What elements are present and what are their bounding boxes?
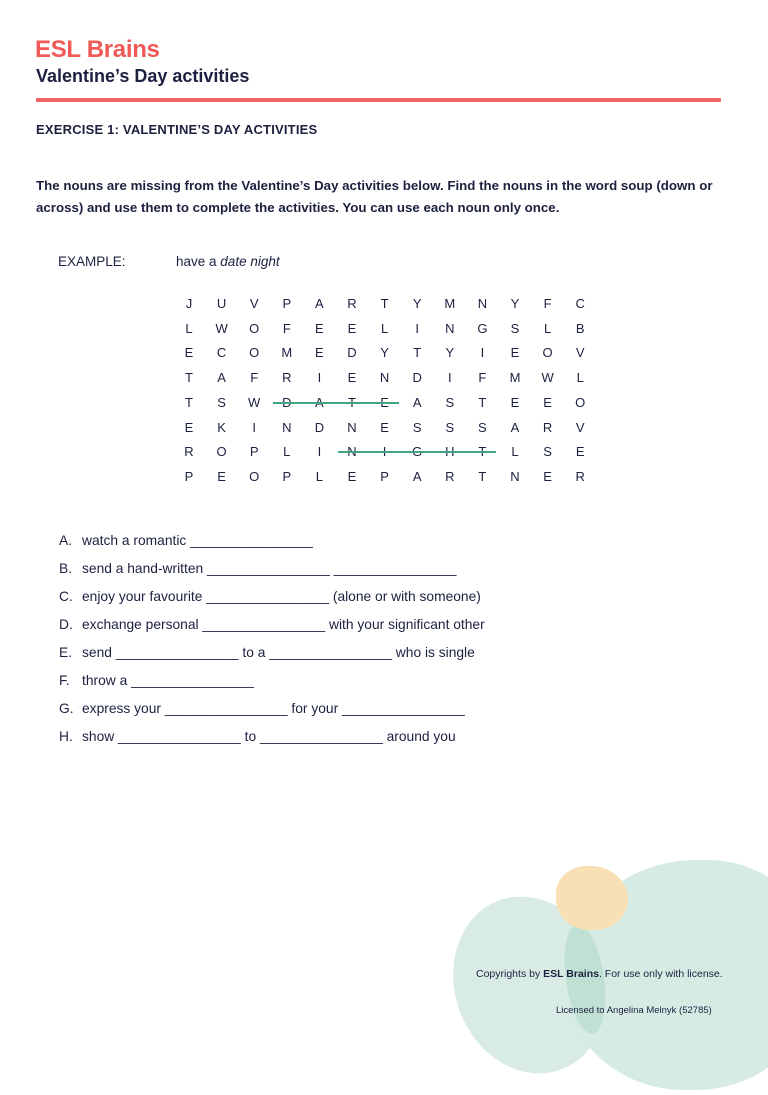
word-soup-letter: D xyxy=(314,419,325,435)
word-soup-letter: N xyxy=(379,370,390,386)
activity-item xyxy=(59,533,485,561)
word-soup-letter: P xyxy=(249,444,259,460)
found-word-strike xyxy=(338,451,496,453)
word-soup-letter: T xyxy=(478,394,487,410)
word-soup-letter: U xyxy=(216,296,227,311)
word-soup-letter: L xyxy=(380,320,389,336)
word-soup-letter: N xyxy=(282,419,292,435)
activity-letter: F. xyxy=(59,673,70,688)
example-answer: date night xyxy=(220,254,280,269)
word-soup-letter: E xyxy=(510,345,520,361)
activity-item xyxy=(59,645,485,673)
word-soup-letter: P xyxy=(282,468,292,484)
word-soup-letter: T xyxy=(185,370,193,386)
word-soup-letter: P xyxy=(282,296,292,311)
word-soup-letter: T xyxy=(413,345,422,361)
word-soup-letter: J xyxy=(185,296,193,311)
word-soup-letter: E xyxy=(347,468,357,484)
activity-text: show ________________ to ________________ around you xyxy=(82,729,456,744)
word-soup-letter: R xyxy=(347,296,357,311)
activity-text: throw a ________________ xyxy=(82,673,254,688)
activity-letter: B. xyxy=(59,561,73,576)
word-soup-letter: R xyxy=(445,468,455,484)
activities-list xyxy=(59,533,485,757)
word-soup-letter: A xyxy=(315,296,324,311)
activity-item xyxy=(59,561,485,589)
exercise-title: EXERCISE 1: VALENTINE’S DAY ACTIVITIES xyxy=(36,122,318,137)
activity-text: send ________________ to a ________________ who is single xyxy=(82,645,475,660)
word-soup-letter: O xyxy=(216,444,227,460)
word-soup-letter: T xyxy=(185,394,193,410)
word-soup-letter: F xyxy=(478,370,487,386)
word-soup-letter: S xyxy=(478,419,487,435)
activity-item xyxy=(59,589,485,617)
word-soup-letter: S xyxy=(510,320,520,336)
word-soup-letter: A xyxy=(412,468,422,484)
word-soup-letter: A xyxy=(510,419,520,435)
word-soup-letter: E xyxy=(347,320,357,336)
word-soup-letter: L xyxy=(511,444,519,460)
exercise-instructions: The nouns are missing from the Valentine’s Day activities below. Find the nouns in the word soup (down or across) and use them to complete the activities. You can use each noun only once. xyxy=(36,178,713,215)
header-divider xyxy=(36,98,721,102)
word-soup-letter: V xyxy=(575,419,585,435)
word-soup-letter: I xyxy=(317,370,322,386)
word-soup-letter: E xyxy=(217,468,226,484)
word-soup-letter: C xyxy=(216,345,227,361)
word-soup-letter: L xyxy=(185,320,193,336)
word-soup-letter: R xyxy=(184,444,194,460)
word-soup-letter: O xyxy=(249,468,260,484)
word-soup-letter: N xyxy=(477,296,488,311)
activity-text: exchange personal ________________ with your significant other xyxy=(82,617,485,632)
word-soup-letter: E xyxy=(510,394,520,410)
word-soup-letter: N xyxy=(445,320,455,336)
copyright-brand: ESL Brains xyxy=(543,968,599,980)
word-soup-letter: L xyxy=(315,468,323,484)
word-soup-letter: Y xyxy=(380,345,389,361)
word-soup-letter: E xyxy=(380,419,389,435)
word-soup-letter: E xyxy=(184,345,194,361)
word-soup-letter: S xyxy=(543,444,552,460)
word-soup-letter: E xyxy=(347,370,357,386)
word-soup-letter: D xyxy=(412,370,422,386)
example-prefix: have a xyxy=(176,254,221,269)
word-soup-letter: K xyxy=(217,419,226,435)
activity-item xyxy=(59,729,485,757)
word-soup-letter: M xyxy=(444,296,456,311)
word-soup-letter: E xyxy=(575,444,585,460)
word-soup-letter: O xyxy=(249,345,260,361)
activity-text: enjoy your favourite ________________ (alone or with someone) xyxy=(82,589,481,604)
word-soup-letter: I xyxy=(480,345,485,361)
activity-letter: D. xyxy=(59,617,73,632)
word-soup-letter: W xyxy=(541,370,554,386)
activity-item xyxy=(59,701,485,729)
word-soup-letter: P xyxy=(380,468,389,484)
activity-letter: G. xyxy=(59,701,74,716)
document-title: Valentine’s Day activities xyxy=(36,66,250,86)
activity-item xyxy=(59,673,485,701)
word-soup-letter: I xyxy=(252,419,256,435)
word-soup-letter: E xyxy=(315,345,324,361)
word-soup-letter: Y xyxy=(412,296,422,311)
word-soup-letter: A xyxy=(412,394,422,410)
word-soup-letter: L xyxy=(576,370,584,386)
word-soup-letter: I xyxy=(415,320,419,336)
word-soup-letter: D xyxy=(347,345,357,361)
activity-letter: A. xyxy=(59,533,73,548)
word-soup-letter: N xyxy=(510,468,520,484)
word-soup-letter: A xyxy=(217,370,226,386)
decorative-blob-orange xyxy=(556,866,628,930)
activity-text: express your ________________ for your ________________ xyxy=(82,701,465,716)
copyright-notice: Copyrights by ESL Brains. For use only with license. xyxy=(476,968,723,980)
activity-item xyxy=(59,617,485,645)
word-soup-letter: P xyxy=(184,468,194,484)
word-soup-letter: V xyxy=(249,296,259,311)
word-soup-letter: W xyxy=(248,394,261,410)
word-soup-letter: S xyxy=(217,394,226,410)
word-soup-letter: E xyxy=(543,394,552,410)
word-soup-letter: M xyxy=(281,345,293,361)
word-soup-letter: F xyxy=(250,370,259,386)
found-word-strike xyxy=(273,402,399,404)
word-soup-letter: Y xyxy=(445,345,455,361)
word-soup-letter: S xyxy=(412,419,422,435)
word-soup-letter: M xyxy=(509,370,521,386)
word-soup-letter: O xyxy=(249,320,260,336)
word-soup-letter: E xyxy=(315,320,324,336)
activity-text: watch a romantic ________________ xyxy=(82,533,313,548)
word-soup-letter: L xyxy=(283,444,291,460)
word-soup-letter: G xyxy=(477,320,488,336)
word-soup-letter: S xyxy=(445,419,455,435)
word-soup-letter: E xyxy=(184,419,194,435)
word-soup-letter: F xyxy=(282,320,291,336)
word-soup-letter: L xyxy=(543,320,552,336)
word-soup-letter: I xyxy=(447,370,452,386)
word-soup-letter: O xyxy=(542,345,553,361)
word-soup-letter: T xyxy=(478,468,487,484)
activity-letter: C. xyxy=(59,589,73,604)
license-notice: Licensed to Angelina Melnyk (52785) xyxy=(556,1005,712,1016)
word-soup-letter: T xyxy=(380,296,389,311)
word-soup-letter: R xyxy=(542,419,553,435)
example-label: EXAMPLE: xyxy=(58,254,126,269)
word-soup-letter: E xyxy=(543,468,552,484)
word-soup-letter: I xyxy=(317,444,322,460)
activity-letter: E. xyxy=(59,645,73,660)
word-soup-letter: Y xyxy=(510,296,520,311)
word-soup-letter: C xyxy=(575,296,585,311)
word-soup-letter: S xyxy=(445,394,455,410)
word-soup-letter: B xyxy=(575,320,585,336)
word-soup-letter: N xyxy=(347,419,357,435)
brand-logo-text: ESL Brains xyxy=(35,36,160,63)
word-soup-letter: F xyxy=(543,296,552,311)
activity-letter: H. xyxy=(59,729,73,744)
word-soup-letter: V xyxy=(575,345,585,361)
word-soup-letter: O xyxy=(575,394,586,410)
word-soup-letter: R xyxy=(575,468,585,484)
word-soup-letter: W xyxy=(215,320,228,336)
activity-text: send a hand-written ________________ ________________ xyxy=(82,561,457,576)
example-text xyxy=(176,254,280,269)
word-soup-letter: R xyxy=(282,370,292,386)
